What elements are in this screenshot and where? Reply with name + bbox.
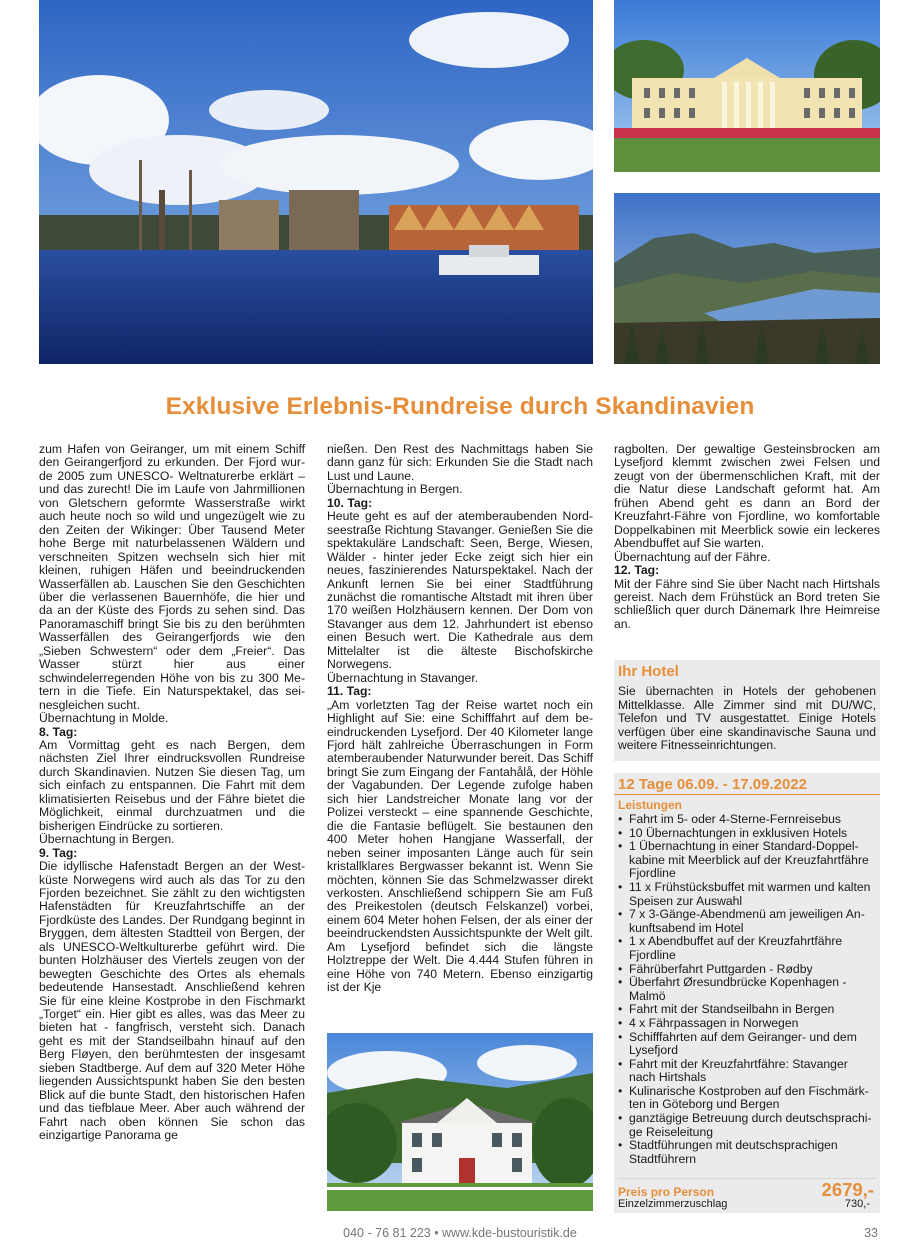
paragraph: ragbolten. Der gewaltige Gesteinsbrocken am Lysefjord klemmt zwischen zwei Felsen und zeugt von der übermenschlichen Kraft, mit der die Natur diese Landschaft geformt hat. Am frühen Abend geht es dann an Bord der Kreuzfahrt-Fähre von Fjordline, wo komfortable Doppelkabinen mit Meerblick sowie ein leckeres Abendbuffet auf Sie warten. [614, 442, 880, 551]
mountain-lake-photo [614, 193, 880, 364]
paragraph: Heute geht es auf der atemberaubenden Nordseestraße Richtung Stavanger. Genießen Sie die spektakuläre Landschaft: Seen, Berge, Wiesen, Wälder - hinter jeder Ecke zeigt sich hier ein neues, faszinierendes Naturspektakel. Nach der Ankunft lernen Sie bei einer Stadtführung zunächst die romantische Altstadt mit ihren über 170 weißen Holzhäusern kennen. Der Dom von Stavanger aus dem 12. Jahrhundert ist ebenso einen Besuch wert. Die Kathedrale aus dem Mittelalter ist die älteste Bischofskirche Norwegens. [327, 509, 593, 672]
day-heading: 9. Tag: [39, 845, 78, 860]
list-item: • Fahrt mit der Kreuzfahrtfähre: Stavanger nach Hirtshals [618, 1058, 876, 1085]
list-item: • 10 Übernachtungen in exklusiven Hotels [618, 827, 876, 841]
day-heading: 10. Tag: [327, 495, 373, 510]
hotel-info-box [614, 660, 880, 761]
surcharge-row [618, 1198, 876, 1212]
overnight-note: Übernachtung in Bergen. [327, 482, 463, 497]
day-heading: 8. Tag: [39, 724, 78, 739]
bergen-harbor-photo [39, 0, 593, 364]
list-item: • 1 Übernachtung in einer Standard-Doppelkabine mit Meerblick auf der Kreuzfahrtfähre Fjordline [618, 840, 876, 881]
price-value: 2679,- [821, 1179, 874, 1200]
overnight-note: Übernachtung in Molde. [39, 711, 169, 726]
list-item: • Kulinarische Kostproben auf den Fischmärkten in Göteborg und Bergen [618, 1085, 876, 1112]
list-item: • Überfahrt Øresundbrücke Kopenhagen - Malmö [618, 976, 876, 1003]
day-heading: 11. Tag: [327, 684, 372, 699]
royal-palace-photo [614, 0, 880, 172]
services-list [614, 813, 880, 1166]
offer-box [614, 773, 880, 1213]
list-item: • 11 x Frühstücksbuffet mit warmen und kalten Speisen zur Auswahl [618, 881, 876, 908]
overnight-note: Übernachtung auf der Fähre. [614, 549, 771, 564]
list-item: • Schifffahrten auf dem Geiranger- und dem Lysefjord [618, 1031, 876, 1058]
services-label: Leistungen [618, 798, 683, 812]
trip-dates-heading: 12 Tage 06.09. - 17.09.2022 [614, 773, 880, 795]
day-heading: 12. Tag: [614, 563, 660, 578]
text-column-2 [327, 443, 593, 995]
price-label: Preis pro Person [618, 1185, 715, 1199]
paragraph: Die idyllische Hafenstadt Bergen an der Westküste Norwegens wird auch als das Tor zu den Fjorden bezeichnet. Sie zählt zu den wichtigsten Hafenstädten für Kreuzfahrtschiffe an der Fjordküste des Landes. Der Rundgang beginnt in Bryggen, dem ältesten Stadtteil von Bergen, der als UNESCO-Weltkulturerbe geführt wird. Die bunten Holzhäuser des Viertels zeugen von der bewegten Geschichte des Ortes als ehemals bedeutende Hansestadt. Anschließend kehren Sie für eine kleine Kostprobe in den Fischmarkt „Torget“ ein. Hier gibt es alles, was das Meer zu bieten hat - fangfrisch, versteht sich. Danach geht es mit der Standseilbahn hinauf auf den Berg Fløyen, den berühmtesten der insgesamt sieben Stadtberge. Auf dem auf 320 Meter Höhe liegenden Aussichtspunkt haben Sie den besten Blick auf die bunte Stadt, den historischen Hafen und das tiefblaue Meer. Aber auch während der Fahrt nach oben können Sie schon das einzigartige Panorama ge [39, 859, 305, 1143]
list-item: • Fahrt mit der Standseilbahn in Bergen [618, 1003, 876, 1017]
page-title: Exklusive Erlebnis-Rundreise durch Skandinavien [165, 393, 755, 420]
paragraph: nießen. Den Rest des Nachmittags haben Sie dann ganz für sich: Erkunden Sie die Stadt nach Lust und Laune. [327, 442, 593, 483]
surcharge-value: 730,- [844, 1198, 870, 1210]
surcharge-label: Einzelzimmerzuschlag [618, 1198, 728, 1210]
overnight-note: Übernachtung in Bergen. [39, 832, 175, 847]
list-item: • 7 x 3-Gänge-Abendmenü am jeweiligen Ankunftsabend im Hotel [618, 908, 876, 935]
paragraph: zum Hafen von Geiranger, um mit einem Schiff den Geirangerfjord zu erkunden. Der Fjord wurde 2005 zum UNESCO- Weltnaturerbe erklärt – und das zurecht! Die im Laufe von Jahrmillionen von Gletschern geformte Wasserstraße wirkt auch heute noch so wild und ungezügelt wie zu den Zeiten der Wikinger: Über Tausend Meter hohe Berge mit naturbelassenen Wäldern und verschneiten Spitzen wechseln sich hier mit kleinen, ruhigen Häfen und beeindruckenden Wasserfällen ab. Lauschen Sie den Geschichten über die verlassenen Bauernhöfe, die hier und da an der Küste des Fjords zu sehen sind. Das Panoramaschiff bringt Sie bis zu den berühmten Wasserfällen des Geirangerfjords wie den „Sieben Schwestern“ oder dem „Freier“. Das Wasser stürzt hier aus einer schwindelerregenden Höhe von bis zu 300 Metern in die Tiefe. Ein Naturspektakel, das seinesgleichen sucht. [39, 442, 305, 712]
list-item: • 1 x Abendbuffet auf der Kreuzfahrtfähre Fjordline [618, 935, 876, 962]
price-row [618, 1178, 876, 1199]
text-column-1 [39, 443, 305, 1143]
white-house-photo [327, 1033, 593, 1211]
list-item: • 4 x Fährpassagen in Norwegen [618, 1017, 876, 1031]
paragraph: Mit der Fähre sind Sie über Nacht nach Hirtshals gereist. Nach dem Frühstück an Bord treten Sie schließlich quer durch Dänemark Ihre Heimreise an. [614, 576, 880, 631]
page-number: 33 [864, 1226, 878, 1240]
list-item: • ganztägige Betreuung durch deutschsprachige Reiseleitung [618, 1112, 876, 1139]
overnight-note: Übernachtung in Stavanger. [327, 670, 479, 685]
text-column-3 [614, 443, 880, 631]
hotel-description: Sie übernachten in Hotels der gehobenen Mittelklasse. Alle Zimmer sind mit DU/WC, Telefon und TV ausgestattet. Einige Hotels verfügen über eine skandinavische Sauna und weitere Fitnesseinrichtungen. [618, 684, 876, 753]
paragraph: Am Vormittag geht es nach Bergen, dem nächsten Ziel Ihrer eindrucksvollen Rundreise durch Skandinavien. Nutzen Sie diesen Tag, um sich einfach zu entspannen. Die Fahrt mit dem klimatisierten Reisebus und der Fähre bietet die Möglichkeit, einmal durchzuatmen und die bisherigen Eindrücke zu sortieren. [39, 737, 305, 833]
paragraph: „Am vorletzten Tag der Reise wartet noch ein Highlight auf Sie: eine Schifffahrt auf dem beeindruckenden Lysefjord. Der 40 Kilometer lange Fjord hält zahlreiche Überraschungen in Form atemberaubender Naturwunder bereit. Das Schiff bringt Sie zum Eingang der Fantahålå, der Höhle der Vagabunden. Der Legende zufolge haben sich hier Landstreicher Monate lang vor der Polizei versteckt – eine spannende Geschichte, die die Fantasie beflügelt. Sie bestaunen den 400 Meter hohen Hangjane Wasserfall, der neben seiner imposanten Länge auch für sein kristallklares Bergwasser bekannt ist. Wenn Sie möchten, können Sie das Schmelzwasser direkt verkosten. Anschließend schippern Sie am Fuß des Preikestolen (deutsch Felskanzel) vorbei, einem 604 Meter hohen Felsen, der als einer der beeindruckendsten Aussichtspunkte der Welt gilt. Am Lysefjord befindet sich die längste Holztreppe der Welt. Die 4.444 Stufen führen in eine Höhe von 740 Metern. Ebenso einzigartig ist der Kje [327, 697, 593, 995]
list-item: • Fahrt im 5- oder 4-Sterne-Fernreisebus [618, 813, 876, 827]
list-item: • Fährüberfahrt Puttgarden - Rødby [618, 963, 876, 977]
footer-contact: 040 - 76 81 223 • www.kde-bustouristik.de [343, 1226, 577, 1240]
list-item: • Stadtführungen mit deutschsprachigen Stadtführern [618, 1139, 876, 1166]
hotel-title: Ihr Hotel [618, 663, 679, 680]
